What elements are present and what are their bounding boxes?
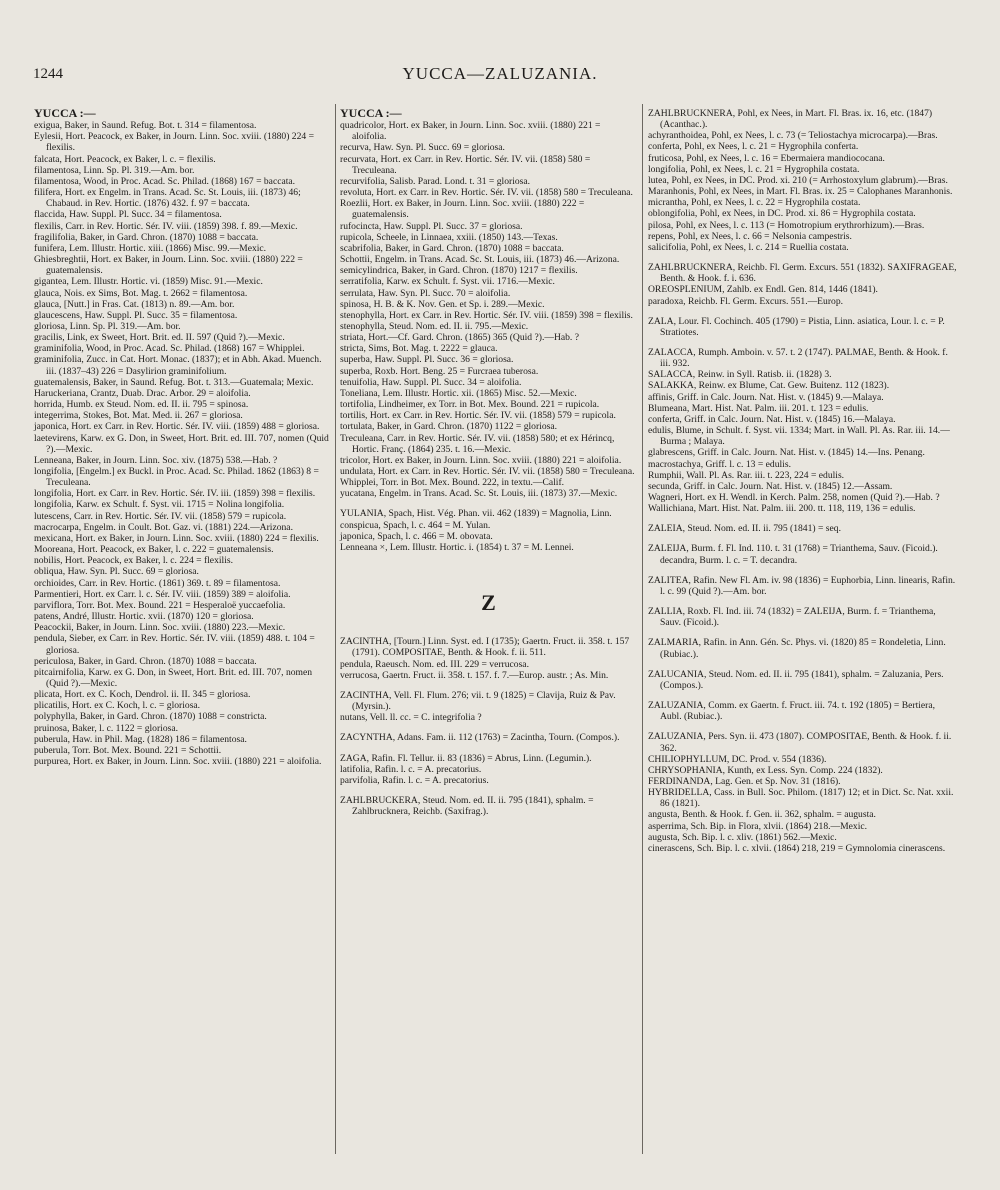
list-item: pendula, Raeusch. Nom. ed. III. 229 = verrucosa. <box>340 658 529 670</box>
list-item: flaccida, Haw. Suppl. Pl. Succ. 34 = filamentosa. <box>34 209 222 221</box>
list-item: secunda, Griff. in Calc. Journ. Nat. Hist. v. (1845) 12.—Assam. <box>648 480 893 492</box>
list-item: Wagneri, Hort. ex H. Wendl. in Kerch. Palm. 258, nomen (Quid ?).—Hab. ? <box>648 492 940 503</box>
running-head: YUCCA—ZALUZANIA. <box>402 64 598 83</box>
list-item: mexicana, Hort. ex Baker, in Journ. Linn. Soc. xviii. (1880) 224 = flexilis. <box>34 532 319 544</box>
page-number: 1244 <box>33 66 63 82</box>
column-rule <box>335 104 336 1154</box>
list-item: angusta, Benth. & Hook. f. Gen. ii. 362, sphalm. = augusta. <box>648 809 876 821</box>
list-item: flexilis, Carr. in Rev. Hortic. Sér. IV. viii. (1859) 398. f. 89.—Mexic. <box>34 220 298 232</box>
list-item: puberula, Haw. in Phil. Mag. (1828) 186 = filamentosa. <box>34 733 247 745</box>
genus-heading: YUCCA :— <box>340 106 402 120</box>
list-item: gracilis, Link, ex Sweet, Hort. Brit. ed. II. 597 (Quid ?).—Mexic. <box>34 332 285 344</box>
list-item: exigua, Baker, in Saund. Refug. Bot. t. 314 = filamentosa. <box>34 120 257 132</box>
list-item: striata, Hort.—Cf. Gard. Chron. (1865) 365 (Quid ?).—Hab. ? <box>340 332 579 344</box>
list-item: Rumphii, Wall. Pl. As. Rar. iii. t. 223, 224 = edulis. <box>648 469 845 481</box>
list-item: CHILIOPHYLLUM, DC. Prod. v. 554 (1836). <box>648 753 827 765</box>
list-item: glauca, [Nutt.] in Fras. Cat. (1813) n. 89.—Am. bor. <box>34 298 235 310</box>
list-item: Eylesii, Hort. Peacock, ex Baker, in Journ. Linn. Soc. xviii. (1880) 224 = flexilis. <box>34 131 314 154</box>
column-rule <box>642 104 643 1154</box>
list-item: Treculeana, Carr. in Rev. Hortic. Sér. IV. vii. (1858) 580; et ex Hérincq, Hortic. Franç. (1864) 235. t. 16.—Mexic. <box>340 432 615 455</box>
list-item: macrocarpa, Engelm. in Coult. Bot. Gaz. vi. (1881) 224.—Arizona. <box>34 521 293 533</box>
genus-block-zalacca <box>648 347 958 514</box>
list-item: spinosa, H. B. & K. Nov. Gen. et Sp. i. 289.—Mexic. <box>340 298 545 310</box>
list-item: obliqua, Haw. Syn. Pl. Succ. 69 = gloriosa. <box>34 566 199 578</box>
list-item: nobilis, Hort. Peacock, ex Baker, l. c. 224 = flexilis. <box>34 555 233 567</box>
genus-block-zaluzania-comm <box>648 700 958 722</box>
list-item: FERDINANDA, Lag. Gen. et Sp. Nov. 31 (1816). <box>648 775 841 787</box>
list-item: undulata, Hort. ex Carr. in Rev. Hortic. Sér. IV. vii. (1858) 580 = Treculeana. <box>340 466 635 477</box>
list-item: polyphylla, Baker, in Gard. Chron. (1870) 1088 = constricta. <box>34 711 267 723</box>
list-item: cinerascens, Sch. Bip. l. c. xlvii. (1864) 218, 219 = Gymnolomia cinerascens. <box>648 842 946 854</box>
genus-block-yulania <box>340 508 637 553</box>
column-1 <box>34 108 330 767</box>
list-item: Toneliana, Lem. Illustr. Hortic. xii. (1865) Misc. 52.—Mexic. <box>340 387 577 399</box>
list-item: graminifolia, Zucc. in Cat. Hort. Monac. (1837); et in Abh. Akad. Muench. iii. (1837–43) 226 = Dasylirion graminifolium. <box>34 354 322 377</box>
genus-heading: ZALEIA, Steud. Nom. ed. II. ii. 795 (1841) = seq. <box>648 523 841 535</box>
list-item: macrostachya, Griff. l. c. 13 = edulis. <box>648 458 791 470</box>
column-3 <box>648 108 958 854</box>
list-item: CHRYSOPHANIA, Kunth, ex Less. Syn. Comp. 224 (1832). <box>648 764 883 776</box>
genus-heading: ZAHLBRUCKERA, Steud. Nom. ed. II. ii. 795 (1841), sphalm. = Zahlbrucknera, Reichb. (Saxifrag.). <box>340 794 594 818</box>
genus-heading: YUCCA :— <box>34 106 96 120</box>
entry-list <box>340 659 637 681</box>
list-item: funifera, Lem. Illustr. Hortic. xiii. (1866) Misc. 99.—Mexic. <box>34 242 267 254</box>
genus-block-zacintha-vell <box>340 690 637 723</box>
list-item: Lenneana ×, Lem. Illustr. Hortic. i. (1854) t. 37 = M. Lennei. <box>340 541 574 553</box>
list-item: paradoxa, Reichb. Fl. Germ. Excurs. 551.—Europ. <box>648 295 844 307</box>
genus-block-zahlbruckera <box>340 795 637 817</box>
genus-block-zaleia <box>648 523 958 534</box>
list-item: Peacockii, Baker, in Journ. Linn. Soc. xviii. (1880) 223.—Mexic. <box>34 622 286 634</box>
entry-list <box>340 712 637 723</box>
list-item: stricta, Sims, Bot. Mag. t. 2222 = glauca. <box>340 343 498 355</box>
list-item: oblongifolia, Pohl, ex Nees, in DC. Prod. xi. 86 = Hygrophila costata. <box>648 208 916 220</box>
list-item: SALACCA, Reinw. in Syll. Ratisb. ii. (1828) 3. <box>648 369 832 381</box>
entry-list <box>340 520 637 553</box>
genus-block-zacyntha <box>340 732 637 743</box>
list-item: puberula, Torr. Bot. Mex. Bound. 221 = Schottii. <box>34 744 222 756</box>
list-item: Ghiesbreghtii, Hort. ex Baker, in Journ. Linn. Soc. xviii. (1880) 222 = guatemalensis. <box>34 254 303 277</box>
genus-block-zaleija <box>648 543 958 565</box>
list-item: plicatilis, Hort. ex C. Koch, l. c. = gloriosa. <box>34 700 201 712</box>
list-item: pendula, Sieber, ex Carr. in Rev. Hortic. Sér. IV. viii. (1859) 488. t. 104 = gloriosa. <box>34 633 315 656</box>
list-item: micrantha, Pohl, ex Nees, l. c. 22 = Hygrophila costata. <box>648 197 861 209</box>
list-item: filamentosa, Wood, in Proc. Acad. Sc. Philad. (1868) 167 = baccata. <box>34 175 296 187</box>
list-item: glaucescens, Haw. Suppl. Pl. Succ. 35 = filamentosa. <box>34 309 238 321</box>
genus-heading: ZACINTHA, Vell. Fl. Flum. 276; vii. t. 9 (1825) = Clavija, Ruiz & Pav. (Myrsin.). <box>340 689 616 713</box>
list-item: pruinosa, Baker, l. c. 1122 = gloriosa. <box>34 722 179 734</box>
list-item: pilosa, Pohl, ex Nees, l. c. 113 (= Homotropium erythrorhizum).—Bras. <box>648 219 925 231</box>
list-item: periculosa, Baker, in Gard. Chron. (1870) 1088 = baccata. <box>34 655 257 667</box>
list-item: gigantea, Lem. Illustr. Hortic. vi. (1859) Misc. 91.—Mexic. <box>34 276 263 288</box>
list-item: recurvata, Hort. ex Carr. in Rev. Hortic. Sér. IV. vii. (1858) 580 = Treculeana. <box>340 153 591 176</box>
list-item: glabrescens, Griff. in Calc. Journ. Nat. Hist. v. (1845) 14.—Ins. Penang. <box>648 447 925 459</box>
list-item: conferta, Griff. in Calc. Journ. Nat. Hist. v. (1845) 16.—Malaya. <box>648 413 896 425</box>
list-item: edulis, Blume, in Schult. f. Syst. vii. 1334; Mart. in Wall. Pl. As. Rar. iii. 14.—Burma ; Malaya. <box>648 425 950 448</box>
list-item: fragilifolia, Baker, in Gard. Chron. (1870) 1088 = baccata. <box>34 231 259 243</box>
entry-list <box>648 754 958 810</box>
list-item: yucatana, Engelm. in Trans. Acad. Sc. St. Louis, iii. (1873) 37.—Mexic. <box>340 488 618 500</box>
genus-block-zahlbrucknera-reichb <box>648 262 958 307</box>
list-item: Whipplei, Torr. in Bot. Mex. Bound. 222, in textu.—Calif. <box>340 477 565 489</box>
list-item: falcata, Hort. Peacock, ex Baker, l. c. = flexilis. <box>34 153 216 165</box>
list-item: tricolor, Hort. ex Baker, in Journ. Linn. Soc. xviii. (1880) 221 = aloifolia. <box>340 454 622 466</box>
genus-heading: ZALMARIA, Rafin. in Ann. Gén. Sc. Phys. vi. (1820) 85 = Rondeletia, Linn. (Rubiac.). <box>648 637 946 660</box>
list-item: superba, Roxb. Hort. Beng. 25 = Furcraea tuberosa. <box>340 365 539 377</box>
list-item: Mooreana, Hort. Peacock, ex Baker, l. c. 222 = guatemalensis. <box>34 544 274 556</box>
list-item: rufocincta, Haw. Suppl. Pl. Succ. 37 = gloriosa. <box>340 220 523 232</box>
list-item: longifolia, Pohl, ex Nees, l. c. 21 = Hygrophila costata. <box>648 163 860 175</box>
genus-block-zala <box>648 316 958 338</box>
list-item: Schottii, Engelm. in Trans. Acad. Sc. St. Louis, iii. (1873) 46.—Arizona. <box>340 254 620 266</box>
list-item: glauca, Nois. ex Sims, Bot. Mag. t. 2662 = filamentosa. <box>34 287 248 299</box>
list-item: recurvifolia, Salisb. Parad. Lond. t. 31 = gloriosa. <box>340 175 531 187</box>
genus-heading: ZALEIJA, Burm. f. Fl. Ind. 110. t. 31 (1768) = Trianthema, Sauv. (Ficoid.). decandra, Burm. l. c. = T. decandra. <box>648 543 938 566</box>
list-item: semicylindrica, Baker, in Gard. Chron. (1870) 1217 = flexilis. <box>340 265 578 277</box>
list-item: longifolia, Karw. ex Schult. f. Syst. vii. 1715 = Nolina longifolia. <box>34 499 285 511</box>
list-item: achyranthoidea, Pohl, ex Nees, l. c. 73 (= Teliostachya microcarpa).—Bras. <box>648 130 938 142</box>
column-2 <box>340 108 637 817</box>
list-item: SALAKKA, Reinw. ex Blume, Cat. Gew. Buitenz. 112 (1823). <box>648 380 890 392</box>
list-item: quadricolor, Hort. ex Baker, in Journ. Linn. Soc. xviii. (1880) 221 = aloifolia. <box>340 120 601 143</box>
genus-heading: ZALITEA, Rafin. New Fl. Am. iv. 98 (1836) = Euphorbia, Linn. linearis, Rafin. l. c. 99 (Quid ?).—Am. bor. <box>648 574 956 597</box>
entry-list <box>34 120 330 767</box>
list-item: filamentosa, Linn. Sp. Pl. 319.—Am. bor. <box>34 164 195 176</box>
list-item: Roezlii, Hort. ex Baker, in Journ. Linn. Soc. xviii. (1880) 222 = guatemalensis. <box>340 198 585 221</box>
entry-list <box>340 764 637 786</box>
list-item: OREOSPLENIUM, Zahlb. ex Endl. Gen. 814, 1446 (1841). <box>648 284 878 296</box>
list-item: laetevirens, Karw. ex G. Don, in Sweet, Hort. Brit. ed. III. 707, nomen (Quid ?).—Mexic. <box>34 432 329 455</box>
genus-heading: ZALLIA, Roxb. Fl. Ind. iii. 74 (1832) = ZALEIJA, Burm. f. = Trianthema, Sauv. (Ficoid.). <box>648 606 936 629</box>
list-item: tortifolia, Lindheimer, ex Torr. in Bot. Mex. Bound. 221 = rupicola. <box>340 399 600 411</box>
genus-heading: ZALA, Lour. Fl. Cochinch. 405 (1790) = Pistia, Linn. asiatica, Lour. l. c. = P. Stratiotes. <box>648 315 945 338</box>
genus-heading: ZALUZANIA, Pers. Syn. ii. 473 (1807). COMPOSITAE, Benth. & Hook. f. ii. 362. <box>648 731 952 754</box>
genus-heading: ZALUCANIA, Steud. Nom. ed. II. ii. 795 (1841), sphalm. = Zaluzania, Pers. (Compos.). <box>648 668 944 691</box>
list-item: revoluta, Hort. ex Carr. in Rev. Hortic. Sér. IV. vii. (1858) 580 = Treculeana. <box>340 187 633 199</box>
list-item: serratifolia, Karw. ex Schult. f. Syst. vii. 1716.—Mexic. <box>340 276 555 288</box>
list-item: parviflora, Torr. Bot. Mex. Bound. 221 = Hesperaloë yuccaefolia. <box>34 599 286 611</box>
genus-block-zalucania <box>648 669 958 691</box>
list-item: Haruckeriana, Crantz, Duab. Drac. Arbor. 29 = aloifolia. <box>34 387 251 399</box>
genus-heading: ZAHLBRUCKNERA, Reichb. Fl. Germ. Excurs. 551 (1832). SAXIFRAGEAE, Benth. & Hook. f. i. 636. <box>648 262 957 285</box>
genus-heading: ZALUZANIA, Comm. ex Gaertn. f. Fruct. iii. 74. t. 192 (1805) = Bertiera, Aubl. (Rubiac.). <box>648 700 936 723</box>
genus-heading: ZACINTHA, [Tourn.] Linn. Syst. ed. I (1735); Gaertn. Fruct. ii. 358. t. 157 (1791). COMPOSITAE, Benth. & Hook. f. ii. 511. <box>340 636 630 659</box>
list-item: japonica, Spach, l. c. 466 = M. obovata. <box>340 530 493 542</box>
list-item: gloriosa, Linn. Sp. Pl. 319.—Am. bor. <box>34 320 181 332</box>
genus-block-zaluzania-pers <box>648 731 958 854</box>
list-item: Blumeana, Mart. Hist. Nat. Palm. iii. 201. t. 123 = edulis. <box>648 402 869 414</box>
list-item: filifera, Hort. ex Engelm. in Trans. Acad. Sc. St. Louis, iii. (1873) 46; Chabaud. in Rev. Hortic. (1876) 432. f. 97 = baccata. <box>34 187 301 210</box>
list-item: HYBRIDELLA, Cass. in Bull. Soc. Philom. (1817) 12; et in Dict. Sc. Nat. xxii. 86 (1821). <box>648 787 954 810</box>
list-item: Wallichiana, Mart. Hist. Nat. Palm. iii. 200. tt. 118, 119, 136 = edulis. <box>648 503 916 515</box>
list-item: conferta, Pohl, ex Nees, l. c. 21 = Hygrophila conferta. <box>648 141 859 153</box>
list-item: affinis, Griff. in Calc. Journ. Nat. Hist. v. (1845) 9.—Malaya. <box>648 391 884 403</box>
entry-list <box>340 120 637 499</box>
list-item: lutescens, Carr. in Rev. Hortic. Sér. IV. vii. (1858) 579 = rupicola. <box>34 510 287 522</box>
list-item: stenophylla, Steud. Nom. ed. II. ii. 795.—Mexic. <box>340 320 529 332</box>
list-item: rupicola, Scheele, in Linnaea, xxiii. (1850) 143.—Texas. <box>340 231 558 243</box>
entry-list <box>648 392 958 515</box>
entry-list <box>648 809 958 854</box>
genus-block-zacintha <box>340 636 637 681</box>
genus-heading: ZALACCA, Rumph. Amboin. v. 57. t. 2 (1747). PALMAE, Benth. & Hook. f. iii. 932. <box>648 346 948 370</box>
list-item: Parmentieri, Hort. ex Carr. l. c. Sér. IV. viii. (1859) 389 = aloifolia. <box>34 588 291 600</box>
list-item: conspicua, Spach, l. c. 464 = M. Yulan. <box>340 519 491 531</box>
list-item: parvifolia, Rafin. l. c. = A. precatorius. <box>340 774 489 786</box>
entry-list <box>648 369 958 391</box>
list-item: plicata, Hort. ex C. Koch, Dendrol. ii. II. 345 = gloriosa. <box>34 689 251 701</box>
genus-heading: YULANIA, Spach, Hist. Vég. Phan. vii. 462 (1839) = Magnolia, Linn. <box>340 508 612 520</box>
list-item: superba, Haw. Suppl. Pl. Succ. 36 = gloriosa. <box>340 354 514 366</box>
list-item: Maranhonis, Pohl, ex Nees, in Mart. Fl. Bras. ix. 25 = Calophanes Maranhonis. <box>648 186 953 198</box>
list-item: latifolia, Rafin. l. c. = A. precatorius. <box>340 763 482 775</box>
list-item: recurva, Haw. Syn. Pl. Succ. 69 = gloriosa. <box>340 142 505 154</box>
list-item: repens, Pohl, ex Nees, l. c. 66 = Nelsonia campestris. <box>648 230 852 242</box>
genus-block-zalmaria <box>648 637 958 659</box>
genus-heading: ZACYNTHA, Adans. Fam. ii. 112 (1763) = Zacintha, Tourn. (Compos.). <box>340 732 620 744</box>
list-item: graminifolia, Wood, in Proc. Acad. Sc. Philad. (1868) 167 = Whipplei. <box>34 343 305 355</box>
list-item: tortulata, Baker, in Gard. Chron. (1870) 1122 = gloriosa. <box>340 421 558 433</box>
list-item: stenophylla, Hort. ex Carr. in Rev. Hortic. Sér. IV. viii. (1859) 398 = flexilis. <box>340 309 633 321</box>
genus-heading: ZAHLBRUCKNERA, Pohl, ex Nees, in Mart. Fl. Bras. ix. 16, etc. (1847) (Acanthac.). <box>648 108 933 131</box>
list-item: serrulata, Haw. Syn. Pl. Succ. 70 = aloifolia. <box>340 287 511 299</box>
list-item: tortilis, Hort. ex Carr. in Rev. Hortic. Sér. IV. vii. (1858) 579 = rupicola. <box>340 410 616 422</box>
list-item: fruticosa, Pohl, ex Nees, l. c. 16 = Ebermaiera mandiococana. <box>648 152 885 164</box>
list-item: scabrifolia, Baker, in Gard. Chron. (1870) 1088 = baccata. <box>340 242 564 254</box>
genus-block-zaga <box>340 753 637 786</box>
list-item: asperrima, Sch. Bip. in Flora, xlvii. (1864) 218.—Mexic. <box>648 820 868 832</box>
genus-block-zallia <box>648 606 958 628</box>
list-item: longifolia, [Engelm.] ex Buckl. in Proc. Acad. Sc. Philad. 1862 (1863) 8 = Treculeana. <box>34 466 319 489</box>
section-letter: Z <box>481 590 496 616</box>
list-item: pitcairnifolia, Karw. ex G. Don, in Sweet, Hort. Brit. ed. III. 707, nomen (Quid ?).—Mexic. <box>34 666 313 689</box>
list-item: orchioides, Carr. in Rev. Hortic. (1861) 369. t. 89 = filamentosa. <box>34 577 281 589</box>
list-item: longifolia, Hort. ex Carr. in Rev. Hortic. Sér. IV. iii. (1859) 398 = flexilis. <box>34 488 316 500</box>
list-item: japonica, Hort. ex Carr. in Rev. Hortic. Sér. IV. viii. (1859) 488 = gloriosa. <box>34 421 320 433</box>
list-item: tenuifolia, Haw. Suppl. Pl. Succ. 34 = aloifolia. <box>340 376 522 388</box>
genus-block-zahlbrucknera-nees <box>648 108 958 253</box>
entry-list <box>648 284 958 306</box>
list-item: augusta, Sch. Bip. l. c. xliv. (1861) 562.—Mexic. <box>648 831 837 843</box>
list-item: nutans, Vell. ll. cc. = C. integrifolia ? <box>340 712 482 724</box>
list-item: salicifolia, Pohl, ex Nees, l. c. 214 = Ruellia costata. <box>648 241 849 253</box>
list-item: verrucosa, Gaertn. Fruct. ii. 358. t. 157. f. 7.—Europ. austr. ; As. Min. <box>340 669 609 681</box>
list-item: purpurea, Hort. ex Baker, in Journ. Linn. Soc. xviii. (1880) 221 = aloifolia. <box>34 756 322 768</box>
list-item: integerrima, Stokes, Bot. Mat. Med. ii. 267 = gloriosa. <box>34 410 243 422</box>
list-item: guatemalensis, Baker, in Saund. Refug. Bot. t. 313.—Guatemala; Mexic. <box>34 376 314 388</box>
list-item: lutea, Pohl, ex Nees, in DC. Prod. xi. 210 (= Arrhostoxylum glabrum).—Bras. <box>648 174 948 186</box>
genus-heading: ZAGA, Rafin. Fl. Tellur. ii. 83 (1836) = Abrus, Linn. (Legumin.). <box>340 752 592 764</box>
list-item: Lenneana, Baker, in Journ. Linn. Soc. xiv. (1875) 538.—Hab. ? <box>34 454 278 466</box>
list-item: horrida, Humb. ex Steud. Nom. ed. II. ii. 795 = spinosa. <box>34 399 249 411</box>
list-item: patens, André, Illustr. Hortic. xvii. (1870) 120 = gloriosa. <box>34 611 254 623</box>
genus-block-zalitea <box>648 575 958 597</box>
entry-list <box>648 130 958 253</box>
